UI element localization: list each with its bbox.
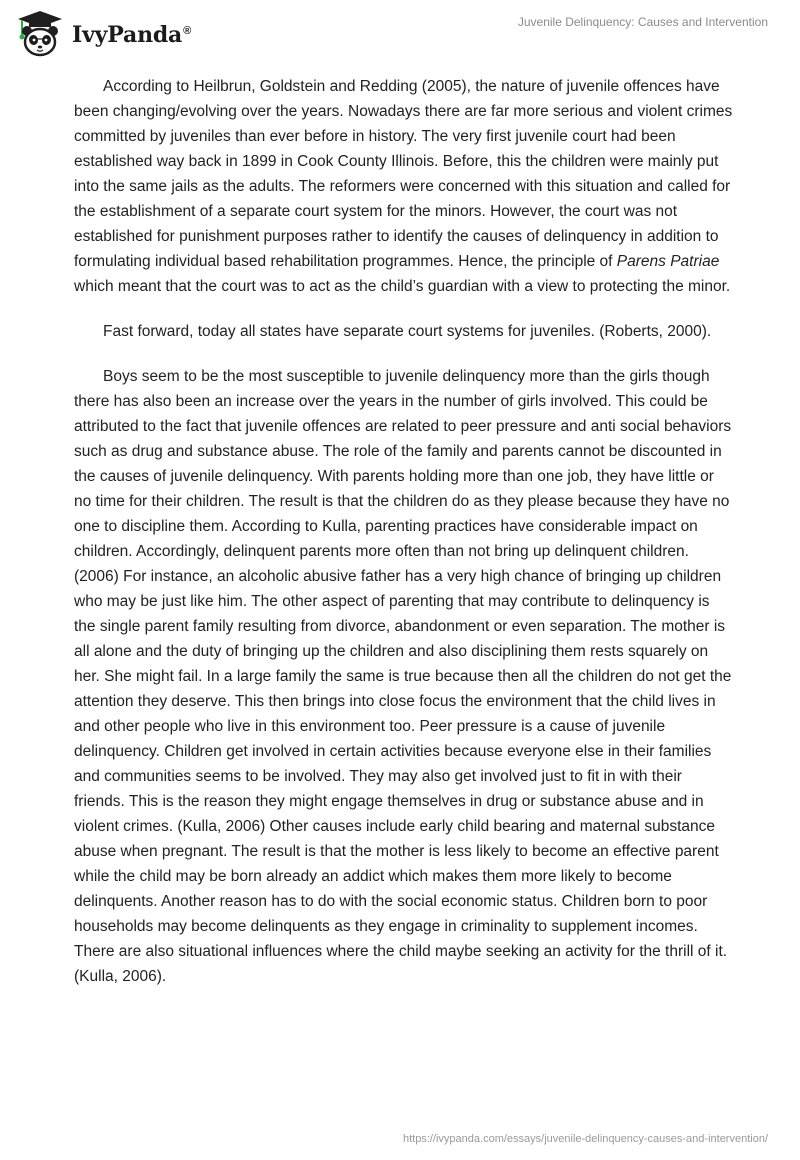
ivypanda-logo[interactable] bbox=[14, 8, 191, 60]
brand-name-text: IvyPanda bbox=[72, 22, 183, 48]
paragraph-1-after: which meant that the court was to act as the child’s guardian with a view to protecting the minor. bbox=[74, 278, 731, 295]
paragraph-3: Boys seem to be the most susceptible to juvenile delinquency more than the girls though there has also been an increase over the years in the number of girls involved. This could be attributed to the fact that juvenile offences are related to peer pressure and anti social behaviors such as drug and substance abuse. The role of the family and parents cannot be discounted in the causes of juvenile delinquency. With parents holding more than one job, they have little or no time for their children. The result is that the children do as they please because they have no one to discipline them. According to Kulla, parenting practices have considerable impact on children. Accordingly, delinquent parents more often than not bring up delinquent children. (2006) For instance, an alcoholic abusive father has a very high chance of bringing up children who may be just like him. The other aspect of parenting that may contribute to delinquency is the single parent family resulting from divorce, abandonment or even separation. The mother is all alone and the duty of bringing up the children and also disciplining them rests squarely on her. She might fail. In a large family the same is true because then all the children do not get the attention they deserve. This then brings into close focus the environment that the child lives in and other people who live in this environment too. Peer pressure is a cause of juvenile delinquency. Children get involved in certain activities because everyone else in their families and communities seems to be involved. They may also get involved just to fit in with their friends. This is the reason they might engage themselves in drug or substance abuse and in violent crimes. (Kulla, 2006) Other causes include early child bearing and maternal substance abuse when pregnant. The result is that the mother is less likely to become an effective parent while the child may be born already an addict which makes them more likely to become delinquents. Another reason has to do with the social economic status. Children born to poor households may become delinquents as they engage in criminality to supplement incomes. There are also situational influences where the child maybe seeking an activity for the thrill of it. (Kulla, 2006). bbox=[74, 368, 732, 985]
registered-mark: ® bbox=[183, 24, 192, 37]
brand-name bbox=[72, 22, 191, 48]
paragraph-1-before: According to Heilbrun, Goldstein and Redding (2005), the nature of juvenile offences have been changing/evolving over the years. Nowadays there are far more serious and violent crimes committed by juveniles than ever before in history. The very first juvenile court had been established way back in 1899 in Cook County Illinois. Before, this the children were mainly put into the same jails as the adults. The reformers were concerned with this situation and called for the establishment of a separate court system for the minors. However, the court was not established for punishment purposes rather to identify the causes of delinquency in addition to formulating individual based rehabilitation programmes. Hence, the principle of bbox=[74, 78, 733, 270]
source-url-link[interactable]: https://ivypanda.com/essays/juvenile-delinquency-causes-and-intervention/ bbox=[402, 1133, 768, 1145]
paragraph-2: Fast forward, today all states have separate court systems for juveniles. (Roberts, 2000). bbox=[103, 323, 712, 340]
panda-graduate-icon bbox=[14, 9, 66, 59]
essay-body bbox=[74, 74, 734, 1009]
document-title: Juvenile Delinquency: Causes and Intervention bbox=[517, 15, 768, 29]
paragraph-1 bbox=[74, 74, 734, 299]
paragraph-1-italic-term: Parens Patriae bbox=[616, 253, 720, 270]
page-header bbox=[0, 0, 800, 70]
